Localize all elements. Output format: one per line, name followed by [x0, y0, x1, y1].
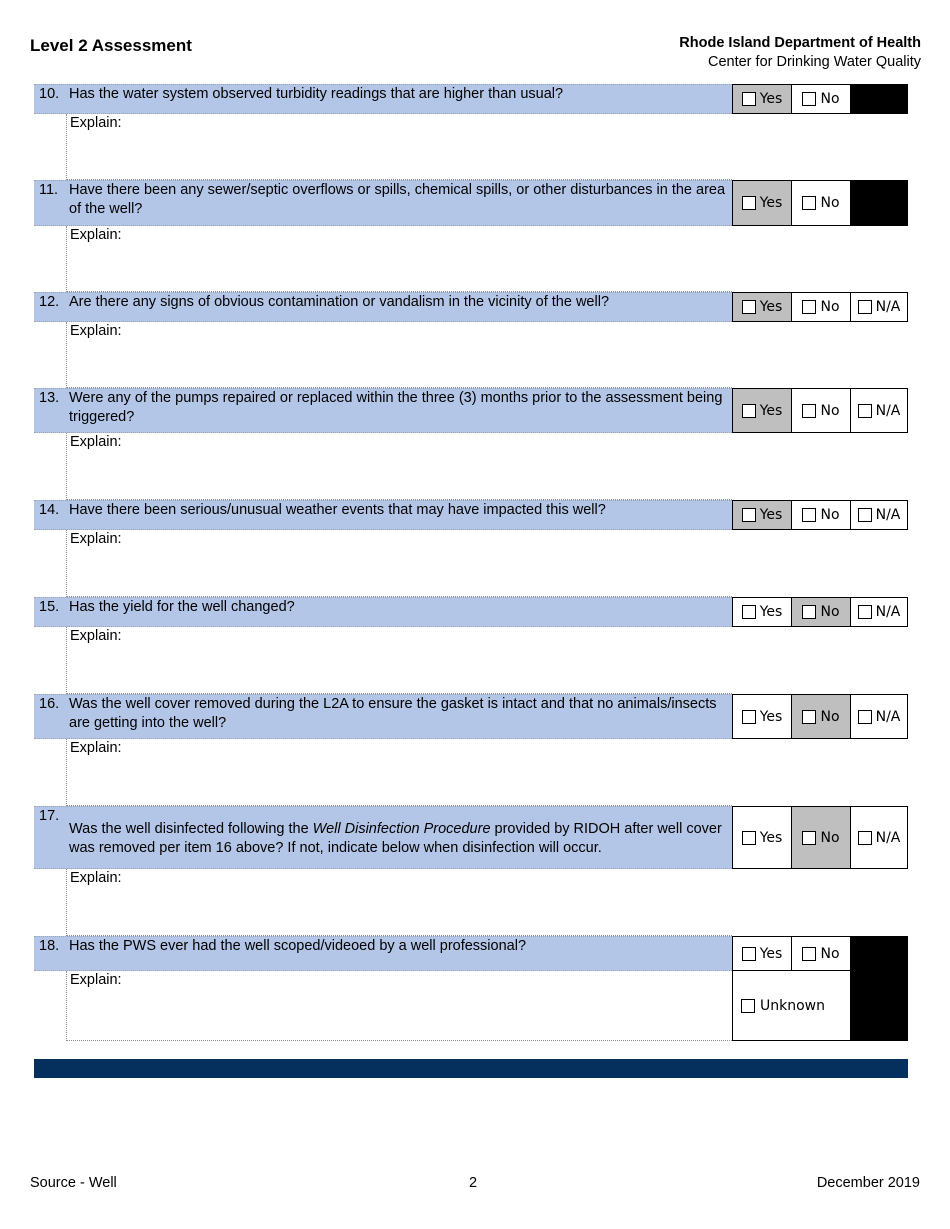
blocked-cell [850, 84, 908, 114]
checkbox-icon[interactable] [802, 508, 816, 522]
explain-label: Explain: [70, 628, 122, 644]
answer-row-17 [732, 806, 908, 869]
question-18 [34, 936, 732, 971]
checkbox-icon[interactable] [742, 404, 756, 418]
explain-field-14[interactable] [66, 530, 732, 597]
checkbox-icon[interactable] [742, 831, 756, 845]
checkbox-icon[interactable] [802, 947, 816, 961]
na-label: N/A [875, 604, 901, 620]
explain-field-13[interactable] [66, 433, 732, 500]
yes-label: Yes [759, 829, 783, 846]
question-13 [34, 388, 732, 433]
na-option[interactable] [850, 292, 908, 322]
yes-option[interactable] [732, 500, 792, 530]
answer-row-11 [732, 180, 908, 226]
yes-option[interactable] [732, 936, 792, 971]
question-number: 13. [39, 390, 60, 406]
question-text: Have there been serious/unusual weather events that may have impacted this well? [69, 502, 606, 518]
no-label: No [820, 195, 840, 211]
no-option[interactable] [791, 292, 851, 322]
answer-row-16 [732, 694, 908, 739]
center-name: Center for Drinking Water Quality [707, 54, 921, 70]
unknown-option[interactable] [732, 971, 851, 1041]
no-label: No [820, 402, 840, 419]
question-text: Were any of the pumps repaired or replaced within the three (3) months prior to the assessment being triggered? [69, 390, 723, 425]
question-text: Was the well cover removed during the L2A to ensure the gasket is intact and that no animals/insects are getting into the well? [69, 696, 717, 731]
no-label: No [820, 604, 840, 620]
question-text: Are there any signs of obvious contamination or vandalism in the vicinity of the well? [69, 294, 610, 310]
checkbox-icon[interactable] [742, 508, 756, 522]
explain-field-12[interactable] [66, 322, 732, 388]
no-option[interactable] [791, 936, 851, 971]
page-title: Level 2 Assessment [30, 36, 192, 55]
checkbox-icon[interactable] [802, 300, 816, 314]
answer-row-10 [732, 84, 908, 114]
footer-date: December 2019 [816, 1175, 920, 1191]
answer-row-12 [732, 292, 908, 322]
na-option[interactable] [850, 500, 908, 530]
yes-label: Yes [759, 91, 783, 107]
yes-option[interactable] [732, 84, 792, 114]
checkbox-icon[interactable] [858, 710, 872, 724]
no-option[interactable] [791, 694, 851, 739]
answer-row-14 [732, 500, 908, 530]
explain-label: Explain: [70, 531, 122, 547]
no-option[interactable] [791, 806, 851, 869]
question-number: 12. [39, 294, 60, 310]
explain-label: Explain: [70, 115, 122, 131]
no-label: No [820, 829, 840, 846]
question-12 [34, 292, 732, 322]
checkbox-icon[interactable] [802, 404, 816, 418]
explain-label: Explain: [70, 740, 122, 756]
na-label: N/A [875, 708, 901, 725]
checkbox-icon[interactable] [742, 300, 756, 314]
no-label: No [820, 507, 840, 523]
no-label: No [820, 945, 840, 962]
yes-label: Yes [759, 708, 783, 725]
checkbox-icon[interactable] [802, 831, 816, 845]
org-name: Rhode Island Department of Health [679, 35, 921, 51]
checkbox-icon[interactable] [858, 404, 872, 418]
yes-label: Yes [759, 945, 783, 962]
yes-option[interactable] [732, 388, 792, 433]
yes-label: Yes [759, 402, 783, 419]
question-number: 15. [39, 599, 60, 615]
yes-label: Yes [759, 604, 783, 620]
question-text: Have there been any sewer/septic overflows or spills, chemical spills, or other disturbances in the area of the well? [69, 182, 726, 217]
header-org-block [679, 34, 921, 72]
answer-row-15 [732, 597, 908, 627]
explain-field-18[interactable] [66, 971, 732, 1041]
yes-option[interactable] [732, 180, 792, 226]
no-option[interactable] [791, 500, 851, 530]
checkbox-icon[interactable] [742, 947, 756, 961]
question-14 [34, 500, 732, 530]
unknown-label: Unknown [760, 997, 825, 1014]
na-label: N/A [875, 299, 901, 315]
explain-field-11[interactable] [66, 226, 732, 292]
yes-option[interactable] [732, 694, 792, 739]
checkbox-icon[interactable] [742, 605, 756, 619]
question-number: 16. [39, 696, 60, 712]
yes-label: Yes [759, 507, 783, 523]
yes-label: Yes [759, 195, 783, 211]
question-16 [34, 694, 732, 739]
question-text-part: Was the well disinfected following the [69, 821, 313, 837]
checkbox-icon[interactable] [802, 605, 816, 619]
no-option[interactable] [791, 84, 851, 114]
explain-label: Explain: [70, 323, 122, 339]
question-text: Has the water system observed turbidity readings that are higher than usual? [69, 86, 564, 102]
checkbox-icon[interactable] [802, 710, 816, 724]
question-number: 17. [39, 808, 60, 824]
no-option[interactable] [791, 388, 851, 433]
na-option[interactable] [850, 806, 908, 869]
question-17 [34, 806, 732, 869]
blocked-cell [850, 180, 908, 226]
checkbox-icon[interactable] [741, 999, 755, 1013]
na-label: N/A [875, 829, 901, 846]
question-number: 18. [39, 938, 60, 954]
question-text [69, 820, 728, 858]
question-number: 10. [39, 86, 60, 102]
answer-row-13 [732, 388, 908, 433]
footer-page-number: 2 [469, 1175, 478, 1191]
no-label: No [820, 299, 840, 315]
checkbox-icon[interactable] [742, 92, 756, 106]
checkbox-icon[interactable] [858, 831, 872, 845]
no-label: No [820, 91, 840, 107]
answer-row-18 [732, 936, 908, 971]
explain-field-15[interactable] [66, 627, 732, 694]
no-option[interactable] [791, 597, 851, 627]
na-option[interactable] [850, 597, 908, 627]
question-15 [34, 597, 732, 627]
explain-field-16[interactable] [66, 739, 732, 806]
yes-option[interactable] [732, 806, 792, 869]
question-11 [34, 180, 732, 226]
checkbox-icon[interactable] [802, 92, 816, 106]
footer-bar [34, 1059, 908, 1078]
explain-label: Explain: [70, 227, 122, 243]
procedure-title: Well Disinfection Procedure [312, 821, 491, 837]
na-option[interactable] [850, 694, 908, 739]
footer-source: Source - Well [30, 1175, 117, 1191]
yes-option[interactable] [732, 597, 792, 627]
checkbox-icon[interactable] [742, 196, 756, 210]
question-number: 11. [39, 182, 59, 198]
no-label: No [820, 708, 840, 725]
explain-label: Explain: [70, 870, 122, 886]
explain-label: Explain: [70, 434, 122, 450]
checkbox-icon[interactable] [742, 710, 756, 724]
checkbox-icon[interactable] [802, 196, 816, 210]
blocked-cell [850, 970, 908, 1041]
yes-option[interactable] [732, 292, 792, 322]
na-label: N/A [875, 507, 901, 523]
question-text-part: provided by RIDOH after well cover was removed per item 16 above? If not, indicate below when disinfection will occur. [69, 821, 722, 856]
question-10 [34, 84, 732, 114]
blocked-cell [850, 936, 908, 971]
checkbox-icon[interactable] [858, 508, 872, 522]
na-label: N/A [875, 402, 901, 419]
no-option[interactable] [791, 180, 851, 226]
yes-label: Yes [759, 299, 783, 315]
explain-field-17[interactable] [66, 869, 732, 936]
checkbox-icon[interactable] [858, 300, 872, 314]
checkbox-icon[interactable] [858, 605, 872, 619]
na-option[interactable] [850, 388, 908, 433]
explain-label: Explain: [70, 972, 122, 988]
question-number: 14. [39, 502, 60, 518]
question-text: Has the yield for the well changed? [69, 599, 295, 615]
explain-field-10[interactable] [66, 114, 732, 180]
question-text: Has the PWS ever had the well scoped/videoed by a well professional? [69, 938, 527, 954]
